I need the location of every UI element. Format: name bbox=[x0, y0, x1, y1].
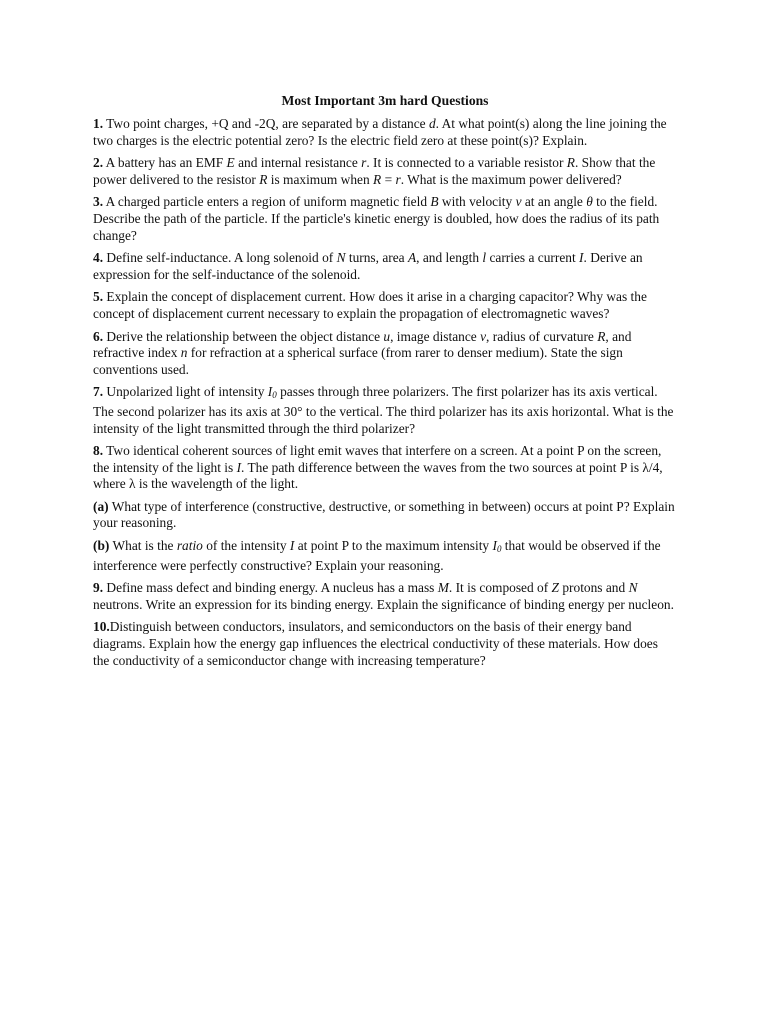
question-item bbox=[93, 289, 677, 322]
subscript-text: 0 bbox=[496, 544, 502, 555]
question-text: What type of interference (constructive, destructive, or something in between) occurs at point P? Explain your reasoning. bbox=[93, 498, 675, 531]
italic-symbol: d bbox=[428, 116, 436, 131]
question-text: A battery has an EMF bbox=[103, 155, 227, 171]
italic-symbol: A bbox=[407, 250, 417, 266]
italic-symbol: R bbox=[259, 171, 268, 187]
question-text: . What is the maximum power delivered? bbox=[400, 171, 622, 187]
italic-symbol: I bbox=[289, 538, 295, 554]
italic-symbol: I bbox=[579, 250, 584, 266]
question-number: (a) bbox=[93, 498, 109, 514]
question-text: . Derive an expression for the self-inductance of the solenoid. bbox=[93, 250, 643, 282]
italic-symbol: r bbox=[395, 171, 401, 187]
question-text: Unpolarized light of intensity bbox=[103, 384, 268, 400]
italic-symbol: B bbox=[430, 194, 439, 210]
question-item bbox=[93, 538, 677, 574]
question-text: Two point charges, +Q and -2Q, are separated by a distance bbox=[103, 116, 429, 131]
italic-symbol: r bbox=[361, 155, 367, 171]
question-number: 5. bbox=[93, 289, 104, 305]
question-item bbox=[93, 384, 677, 437]
question-text: at an angle bbox=[521, 194, 587, 210]
question-item bbox=[93, 499, 677, 532]
question-text: = bbox=[381, 171, 396, 187]
question-item bbox=[93, 329, 677, 379]
question-text: that would be observed if the interference were perfectly constructive? Explain your reasoning. bbox=[93, 538, 661, 573]
subscript-text: 0 bbox=[272, 390, 277, 401]
question-item bbox=[93, 116, 677, 149]
question-text: of the intensity bbox=[202, 538, 290, 554]
question-text: Derive the relationship between the object distance bbox=[103, 328, 384, 344]
italic-symbol: θ bbox=[586, 194, 593, 210]
question-text: . At what point(s) along the line joining the two charges is the electric potential zero? Is the electric field zero at these point(s)? Explain. bbox=[93, 116, 667, 148]
question-text: , radius of curvature bbox=[486, 328, 598, 344]
question-text: for refraction at a spherical surface (from rarer to denser medium). State the sign conventions used. bbox=[93, 345, 623, 377]
question-number: 1. bbox=[93, 116, 104, 131]
question-number: 2. bbox=[93, 155, 104, 171]
question-text: and internal resistance bbox=[234, 155, 362, 171]
question-number: 10. bbox=[93, 619, 110, 635]
document-page bbox=[93, 93, 677, 675]
question-text: protons and bbox=[559, 580, 629, 596]
question-text: . Show that the power delivered to the resistor bbox=[93, 155, 656, 187]
question-text: with velocity bbox=[438, 194, 516, 210]
italic-symbol: Z bbox=[551, 580, 559, 596]
italic-symbol: u bbox=[383, 328, 391, 344]
question-list bbox=[93, 116, 677, 669]
question-text: What is the bbox=[109, 538, 177, 554]
italic-symbol: n bbox=[180, 345, 188, 361]
question-item bbox=[93, 250, 677, 283]
italic-symbol: R bbox=[566, 155, 575, 171]
question-text: turns, area bbox=[345, 250, 408, 266]
question-text: Distinguish between conductors, insulators, and semiconductors on the basis of their energy band diagrams. Explain how the energy gap influences the electrical conductivity of these materials. How does the conductivity of a semiconductor change with increasing temperature? bbox=[93, 619, 658, 668]
italic-symbol: I bbox=[267, 384, 273, 400]
question-text: at point P to the maximum intensity bbox=[294, 538, 493, 554]
question-item bbox=[93, 580, 677, 613]
question-text: to the field. Describe the path of the particle. If the particle's kinetic energy is doubled, how does the radius of its path change? bbox=[93, 194, 660, 243]
question-number: 7. bbox=[93, 384, 104, 400]
question-number: 8. bbox=[93, 443, 104, 459]
question-text: Two identical coherent sources of light emit waves that interfere on a screen. At a point P on the screen, the intensity of the light is bbox=[93, 443, 662, 475]
question-item bbox=[93, 443, 677, 493]
question-text: , and refractive index bbox=[93, 328, 632, 361]
question-text: neutrons. Write an expression for its binding energy. Explain the significance of binding energy per nucleon. bbox=[93, 596, 674, 612]
question-number: 3. bbox=[93, 194, 104, 210]
question-text: Define self-inductance. A long solenoid of bbox=[103, 250, 337, 266]
question-text: , image distance bbox=[390, 328, 481, 344]
question-text: . It is connected to a variable resistor bbox=[366, 155, 567, 171]
italic-symbol: I bbox=[236, 459, 242, 475]
question-item bbox=[93, 194, 677, 244]
question-text: carries a current bbox=[486, 250, 580, 266]
question-number: 6. bbox=[93, 328, 104, 344]
question-item bbox=[93, 619, 677, 669]
italic-symbol: v bbox=[480, 328, 487, 344]
question-text: is maximum when bbox=[267, 171, 374, 187]
italic-symbol: I bbox=[492, 538, 497, 554]
question-text: Define mass defect and binding energy. A nucleus has a mass bbox=[103, 580, 438, 596]
question-item bbox=[93, 155, 677, 188]
question-number: 4. bbox=[93, 250, 104, 266]
question-text: passes through three polarizers. The first polarizer has its axis vertical. The second polarizer has its axis at 30° to the vertical. The third polarizer has its axis horizontal. What is the intensity of the light transmitted through the third polarizer? bbox=[93, 384, 674, 436]
italic-symbol: v bbox=[515, 194, 522, 210]
italic-symbol: N bbox=[336, 250, 346, 266]
italic-symbol: M bbox=[437, 580, 449, 596]
italic-symbol: N bbox=[628, 580, 638, 596]
question-text: Explain the concept of displacement current. How does it arise in a charging capacitor? Why was the concept of displacement current necessary to explain the propagation of electromagnetic waves? bbox=[93, 289, 647, 321]
italic-symbol: ratio bbox=[176, 538, 203, 554]
question-text: . It is composed of bbox=[448, 580, 552, 596]
question-number: (b) bbox=[93, 538, 110, 554]
italic-symbol: E bbox=[226, 155, 235, 171]
document-title: Most Important 3m hard Questions bbox=[281, 93, 489, 108]
italic-symbol: R bbox=[597, 328, 606, 344]
question-text: . The path difference between the waves from the two sources at point P is λ/4, where λ is the wavelength of the light. bbox=[93, 459, 663, 492]
question-number: 9. bbox=[93, 580, 104, 596]
question-text: , and length bbox=[416, 250, 483, 266]
italic-symbol: R bbox=[373, 171, 382, 187]
question-text: A charged particle enters a region of uniform magnetic field bbox=[103, 194, 431, 210]
italic-symbol: l bbox=[482, 250, 487, 266]
